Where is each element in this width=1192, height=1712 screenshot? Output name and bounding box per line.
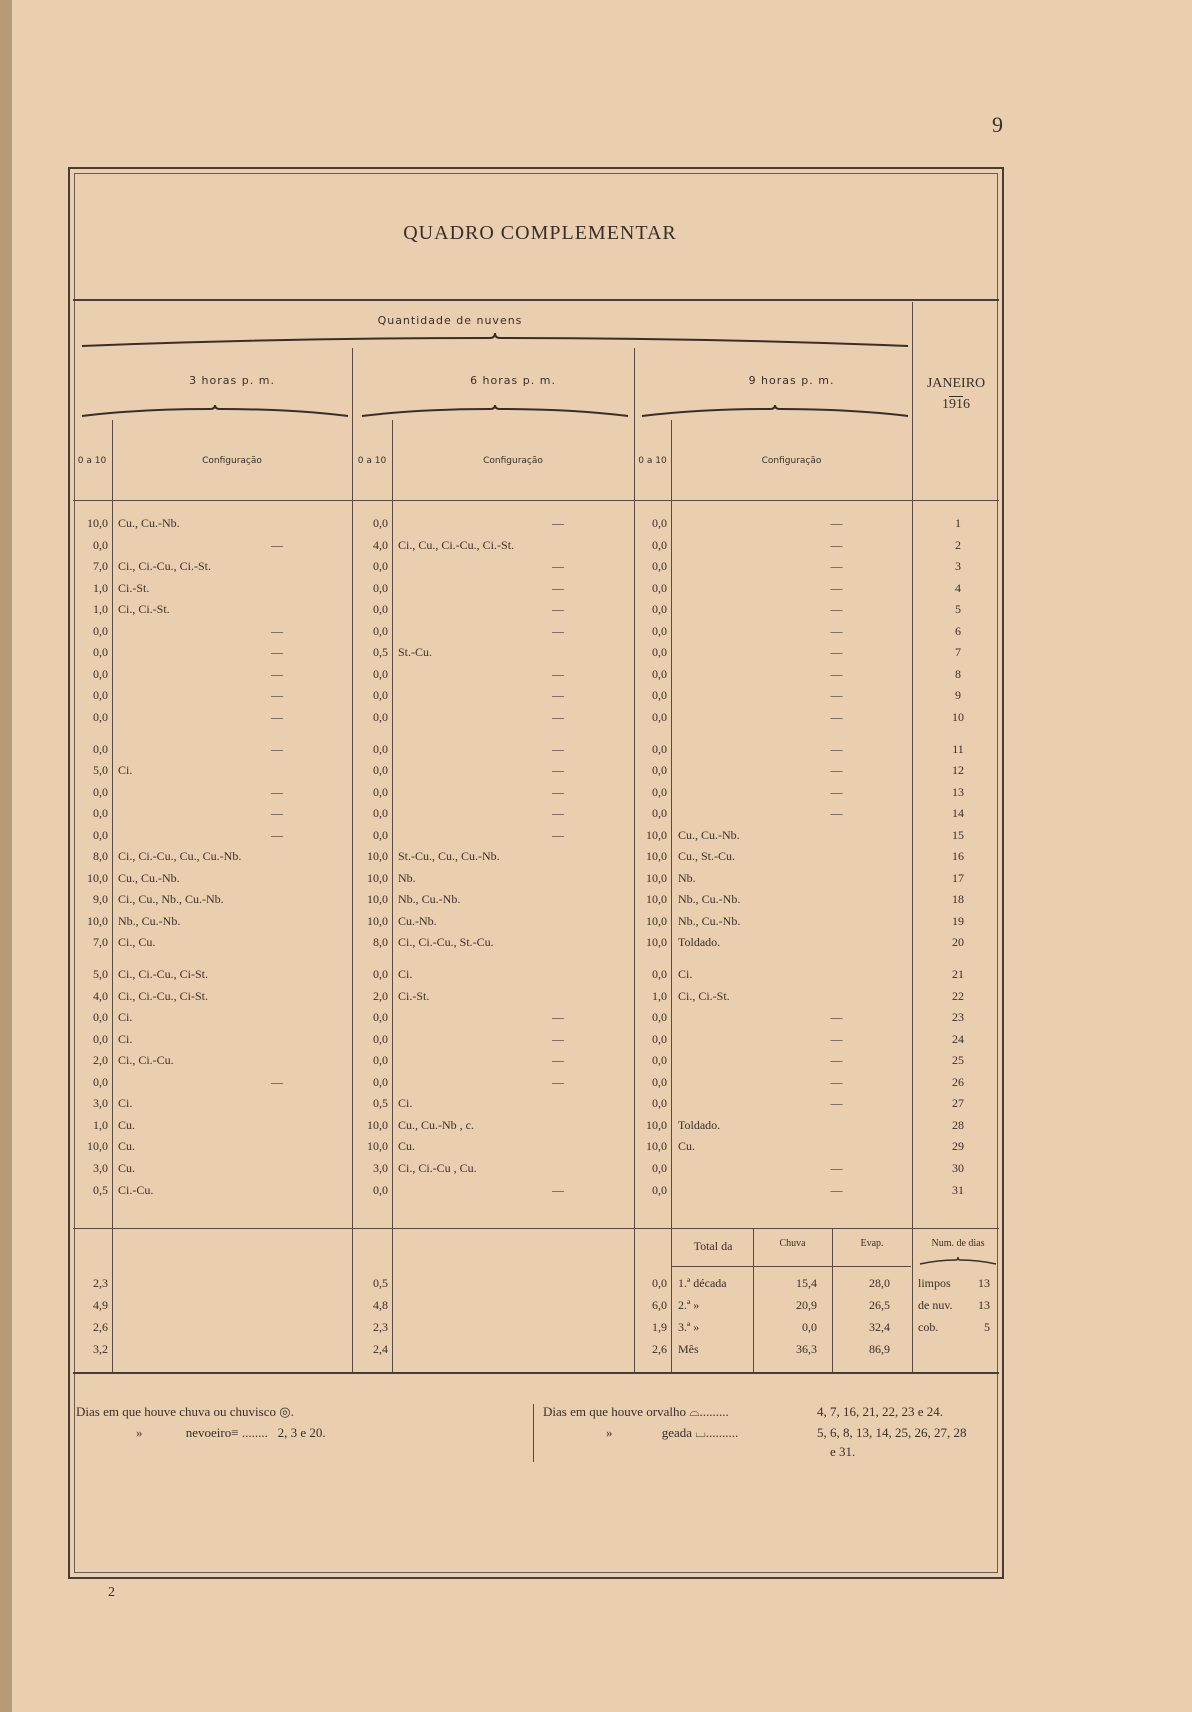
config-cell: Cu., Cu.-Nb. bbox=[118, 870, 180, 885]
config-cell: Nb., Cu.-Nb. bbox=[118, 913, 181, 928]
day-cell: 12 bbox=[952, 763, 964, 778]
amount-cell: 0,0 bbox=[373, 516, 388, 530]
group-brace bbox=[80, 332, 910, 348]
amount-cell: 0,0 bbox=[373, 623, 388, 638]
amount-cell: 5,0 bbox=[93, 763, 108, 778]
frost-days-value-1: 5, 6, 8, 13, 14, 25, 26, 27, 28 bbox=[817, 1425, 967, 1440]
day-cell: 17 bbox=[952, 870, 964, 885]
amount-cell: 10,0 bbox=[87, 870, 108, 885]
config-cell: — bbox=[830, 1053, 843, 1068]
header-amount-3pm: 0 a 10 bbox=[77, 456, 107, 466]
summary-period-cell: 3.ª » bbox=[678, 1320, 700, 1334]
day-cell: 2 bbox=[955, 537, 961, 552]
dew-symbol-icon: ⌓ bbox=[689, 1404, 700, 1419]
day-cell: 13 bbox=[952, 784, 964, 799]
config-cell: Cu. bbox=[118, 1139, 136, 1154]
header-config-3pm: Configuração bbox=[202, 456, 262, 466]
day-cell: 19 bbox=[952, 913, 964, 928]
amount-cell: 0,0 bbox=[652, 688, 667, 703]
config-cell: — bbox=[830, 602, 843, 617]
config-cell: — bbox=[552, 602, 564, 617]
config-cell: — bbox=[830, 559, 843, 574]
page-edge bbox=[0, 0, 12, 1712]
amount-cell: 10,0 bbox=[367, 913, 388, 928]
day-cell: 30 bbox=[952, 1160, 964, 1175]
day-cell: 8 bbox=[955, 666, 961, 681]
amount-cell: 0,5 bbox=[373, 1096, 388, 1111]
amount-cell: 10,0 bbox=[646, 935, 667, 950]
day-cell: 5 bbox=[955, 602, 961, 617]
config-cell: — bbox=[271, 709, 283, 724]
config-cell: Cu. bbox=[118, 1160, 136, 1175]
config-cell: — bbox=[552, 806, 564, 821]
summary-evap-cell: 86,9 bbox=[869, 1342, 890, 1356]
summary-evap-cell: 28,0 bbox=[869, 1276, 890, 1290]
config-cell: — bbox=[271, 827, 283, 842]
time-braces bbox=[80, 404, 910, 418]
amount-cell: 0,0 bbox=[373, 741, 388, 756]
config-cell: Nb. bbox=[398, 870, 416, 885]
config-cell: Cu., St.-Cu. bbox=[678, 849, 736, 864]
config-cell: — bbox=[552, 580, 564, 595]
config-cell: — bbox=[830, 1096, 843, 1111]
summary-days-label-cell: limpos bbox=[918, 1276, 951, 1290]
config-cell: Cu., Cu.-Nb. bbox=[678, 827, 740, 842]
amount-cell: 10,0 bbox=[646, 1117, 667, 1132]
frost-prefix: » bbox=[606, 1425, 613, 1440]
config-cell: — bbox=[830, 645, 843, 660]
config-cell: Cu. bbox=[118, 1117, 136, 1132]
config-cell: Ci., Ci.-Cu. bbox=[118, 1053, 174, 1068]
amount-cell: 4,0 bbox=[93, 988, 108, 1003]
amount-cell: 0,0 bbox=[652, 1160, 667, 1175]
day-cell: 29 bbox=[952, 1139, 964, 1154]
page-title: QUADRO COMPLEMENTAR bbox=[403, 222, 677, 244]
day-cell: 1 bbox=[955, 516, 961, 530]
summary-days-label-cell: cob. bbox=[918, 1320, 939, 1334]
header-6pm: 6 horas p. m. bbox=[470, 374, 556, 387]
col-divider-a3 bbox=[112, 420, 113, 1372]
day-cell: 23 bbox=[952, 1010, 964, 1025]
header-amount-9pm: 0 a 10 bbox=[638, 456, 667, 466]
page-number-bottom: 2 bbox=[108, 1585, 115, 1600]
fog-days-value: 2, 3 e 20. bbox=[277, 1425, 326, 1440]
amount-cell: 0,0 bbox=[652, 1096, 667, 1111]
summary-a9-cell: 2,6 bbox=[652, 1342, 667, 1356]
summary-evap-cell: 26,5 bbox=[869, 1298, 890, 1312]
amount-cell: 0,0 bbox=[652, 784, 667, 799]
amount-cell: 0,0 bbox=[373, 1074, 388, 1089]
config-cell: Ci., Cu., Nb., Cu.-Nb. bbox=[118, 892, 224, 907]
config-cell: — bbox=[552, 1010, 564, 1025]
amount-cell: 0,0 bbox=[652, 709, 667, 724]
amount-cell: 0,0 bbox=[652, 666, 667, 681]
config-cell: — bbox=[830, 741, 843, 756]
summary-rain-cell: 20,9 bbox=[796, 1298, 817, 1312]
day-cell: 26 bbox=[952, 1074, 964, 1089]
amount-cell: 0,0 bbox=[93, 688, 108, 703]
summary-a6-cell: 2,3 bbox=[373, 1320, 388, 1334]
day-cell: 6 bbox=[955, 623, 961, 638]
summary-divider bbox=[73, 1228, 999, 1229]
config-cell: — bbox=[271, 688, 283, 703]
header-config-9pm: Configuração bbox=[761, 456, 822, 466]
fog-prefix: » bbox=[136, 1425, 143, 1440]
config-cell: — bbox=[552, 1053, 564, 1068]
amount-cell: 0,0 bbox=[373, 1182, 388, 1197]
config-cell: Ci.-St. bbox=[118, 580, 150, 595]
day-cell: 25 bbox=[952, 1053, 964, 1068]
month-header bbox=[916, 376, 996, 413]
config-cell: — bbox=[271, 645, 283, 660]
day-cell: 20 bbox=[952, 935, 964, 950]
col-divider-a9 bbox=[671, 420, 672, 1372]
amount-cell: 8,0 bbox=[373, 935, 388, 950]
amount-cell: 8,0 bbox=[93, 849, 108, 864]
amount-cell: 10,0 bbox=[367, 870, 388, 885]
amount-cell: 0,0 bbox=[373, 602, 388, 617]
frost-days-value-2: e 31. bbox=[830, 1444, 856, 1459]
day-cell: 10 bbox=[952, 709, 964, 724]
amount-cell: 0,0 bbox=[93, 1031, 108, 1046]
config-cell: — bbox=[552, 623, 564, 638]
config-cell: St.-Cu., Cu., Cu.-Nb. bbox=[398, 849, 500, 864]
config-cell: — bbox=[552, 688, 564, 703]
config-cell: — bbox=[552, 666, 564, 681]
day-cell: 9 bbox=[955, 688, 961, 703]
amount-cell: 0,0 bbox=[93, 645, 108, 660]
amount-cell: 0,0 bbox=[93, 666, 108, 681]
summary-a9-cell: 0,0 bbox=[652, 1276, 667, 1290]
config-cell: — bbox=[830, 623, 843, 638]
amount-cell: 1,0 bbox=[93, 602, 108, 617]
frost-days-line: » geada ⌴.......... bbox=[606, 1425, 739, 1440]
amount-cell: 10,0 bbox=[646, 892, 667, 907]
amount-cell: 0,0 bbox=[93, 709, 108, 724]
config-cell: Nb., Cu.-Nb. bbox=[398, 892, 461, 907]
config-cell: — bbox=[552, 516, 564, 530]
amount-cell: 0,0 bbox=[652, 645, 667, 660]
config-cell: — bbox=[830, 688, 843, 703]
frost-symbol-icon: ⌴ bbox=[695, 1425, 706, 1440]
summary-days-cell: 13 bbox=[978, 1276, 990, 1290]
amount-cell: 0,0 bbox=[93, 537, 108, 552]
config-cell: Toldado. bbox=[678, 1117, 721, 1132]
rain-symbol-icon: ◎ bbox=[279, 1404, 291, 1419]
config-cell: Toldado. bbox=[678, 935, 721, 950]
summary-a6-cell: 2,4 bbox=[373, 1342, 388, 1356]
summary-days-cell: 5 bbox=[984, 1320, 990, 1334]
amount-cell: 0,0 bbox=[93, 741, 108, 756]
config-cell: — bbox=[552, 1031, 564, 1046]
amount-cell: 7,0 bbox=[93, 935, 108, 950]
config-cell: — bbox=[552, 741, 564, 756]
dew-days-value: 4, 7, 16, 21, 22, 23 e 24. bbox=[817, 1404, 944, 1419]
config-cell: Ci.-St. bbox=[398, 988, 430, 1003]
config-cell: — bbox=[271, 741, 283, 756]
config-cell: — bbox=[830, 516, 843, 530]
config-cell: Ci., Cu., Ci.-Cu., Ci.-St. bbox=[398, 537, 515, 552]
amount-cell: 0,0 bbox=[93, 827, 108, 842]
config-cell: Ci. bbox=[678, 967, 693, 981]
amount-cell: 2,0 bbox=[93, 1053, 108, 1068]
fog-days-line: » nevoeiro≡ ........ 2, 3 e 20. bbox=[136, 1425, 326, 1440]
amount-cell: 0,0 bbox=[373, 1031, 388, 1046]
dew-days-line: Dias em que houve orvalho ⌓......... bbox=[543, 1404, 729, 1419]
config-cell: — bbox=[552, 827, 564, 842]
amount-cell: 0,0 bbox=[373, 827, 388, 842]
summary-evap-cell: 32,4 bbox=[869, 1320, 890, 1334]
summary-a6-cell: 0,5 bbox=[373, 1276, 388, 1290]
amount-cell: 0,0 bbox=[652, 516, 667, 530]
config-cell: — bbox=[830, 1160, 843, 1175]
config-cell: Ci., Ci.-Cu., Ci.-St. bbox=[118, 559, 212, 574]
fog-days-label: nevoeiro bbox=[185, 1425, 232, 1440]
amount-cell: 3,0 bbox=[93, 1096, 108, 1111]
amount-cell: 0,0 bbox=[652, 1010, 667, 1025]
amount-cell: 9,0 bbox=[93, 892, 108, 907]
config-cell: Cu., Cu.-Nb. bbox=[118, 516, 180, 530]
config-cell: Ci. bbox=[118, 1010, 133, 1025]
config-cell: — bbox=[552, 1074, 564, 1089]
config-cell: — bbox=[830, 763, 843, 778]
config-cell: Cu. bbox=[678, 1139, 696, 1154]
rain-days-label: Dias em que houve chuva ou chuvisco bbox=[76, 1404, 277, 1419]
year-label: 1916 bbox=[942, 397, 970, 412]
config-cell: — bbox=[552, 763, 564, 778]
amount-cell: 10,0 bbox=[646, 870, 667, 885]
fog-symbol-icon: ≡ bbox=[231, 1425, 239, 1440]
amount-cell: 0,0 bbox=[373, 666, 388, 681]
amount-cell: 0,0 bbox=[373, 580, 388, 595]
amount-cell: 10,0 bbox=[87, 913, 108, 928]
summary-rain-cell: 36,3 bbox=[796, 1342, 817, 1356]
config-cell: Ci. bbox=[398, 1096, 413, 1111]
amount-cell: 10,0 bbox=[646, 827, 667, 842]
amount-cell: 2,0 bbox=[373, 988, 388, 1003]
frost-days-label: geada bbox=[661, 1425, 693, 1440]
header-config-6pm: Configuração bbox=[483, 456, 543, 466]
amount-cell: 10,0 bbox=[367, 849, 388, 864]
amount-cell: 0,0 bbox=[652, 602, 667, 617]
config-cell: — bbox=[271, 806, 283, 821]
summary-a6-cell: 4,8 bbox=[373, 1298, 388, 1312]
config-cell: — bbox=[271, 784, 283, 799]
config-cell: Ci., Ci.-St. bbox=[118, 602, 170, 617]
day-cell: 14 bbox=[952, 806, 964, 821]
amount-cell: 0,0 bbox=[373, 559, 388, 574]
summary-a9-cell: 6,0 bbox=[652, 1298, 667, 1312]
page-number: 9 bbox=[992, 112, 1003, 137]
config-cell: — bbox=[552, 1182, 564, 1197]
amount-cell: 0,0 bbox=[373, 967, 388, 981]
config-cell: — bbox=[830, 784, 843, 799]
amount-cell: 10,0 bbox=[87, 1139, 108, 1154]
summary-period-cell: 1.ª década bbox=[678, 1276, 727, 1290]
amount-cell: 0,0 bbox=[652, 1053, 667, 1068]
col-divider-a6 bbox=[392, 420, 393, 1372]
amount-cell: 5,0 bbox=[93, 967, 108, 981]
title-divider bbox=[73, 299, 999, 301]
amount-cell: 0,0 bbox=[652, 1182, 667, 1197]
amount-cell: 0,0 bbox=[373, 806, 388, 821]
rain-days-line bbox=[76, 1404, 294, 1420]
header-9pm: 9 horas p. m. bbox=[748, 374, 835, 387]
config-cell: Cu.-Nb. bbox=[398, 913, 437, 928]
amount-cell: 10,0 bbox=[367, 892, 388, 907]
amount-cell: 0,0 bbox=[373, 784, 388, 799]
summary-a3-cell: 2,6 bbox=[93, 1320, 108, 1334]
summary-a3-cell: 4,9 bbox=[93, 1298, 108, 1312]
amount-cell: 0,0 bbox=[652, 1074, 667, 1089]
amount-cell: 10,0 bbox=[367, 1117, 388, 1132]
amount-cell: 0,0 bbox=[652, 623, 667, 638]
config-cell: — bbox=[830, 580, 843, 595]
day-cell: 15 bbox=[952, 827, 964, 842]
summary-subheader-line bbox=[671, 1266, 911, 1267]
amount-cell: 0,0 bbox=[652, 806, 667, 821]
amount-cell: 0,0 bbox=[652, 1031, 667, 1046]
day-cell: 31 bbox=[952, 1182, 964, 1197]
config-cell: Ci. bbox=[118, 1096, 133, 1111]
amount-cell: 0,0 bbox=[373, 1053, 388, 1068]
summary-period-cell: 2.ª » bbox=[678, 1298, 700, 1312]
day-cell: 18 bbox=[952, 892, 964, 907]
config-cell: Ci., Ci.-Cu , Cu. bbox=[398, 1160, 477, 1175]
footer-divider bbox=[73, 1372, 999, 1374]
config-cell: Ci. bbox=[118, 763, 133, 778]
summary-a3-cell: 2,3 bbox=[93, 1276, 108, 1290]
config-cell: — bbox=[830, 1010, 843, 1025]
config-cell: Ci., Ci.-Cu., Cu., Cu.-Nb. bbox=[118, 849, 242, 864]
day-cell: 3 bbox=[955, 559, 961, 574]
amount-cell: 10,0 bbox=[646, 913, 667, 928]
amount-cell: 0,0 bbox=[93, 1010, 108, 1025]
amount-cell: 0,0 bbox=[93, 1074, 108, 1089]
config-cell: — bbox=[830, 666, 843, 681]
amount-cell: 0,0 bbox=[373, 763, 388, 778]
amount-cell: 0,0 bbox=[93, 806, 108, 821]
config-cell: Ci., Ci.-Cu., Ci-St. bbox=[118, 988, 209, 1003]
amount-cell: 10,0 bbox=[646, 1139, 667, 1154]
summary-period-cell: Mês bbox=[678, 1342, 699, 1356]
config-cell: Ci., Ci.-Cu., Ci-St. bbox=[118, 967, 209, 981]
amount-cell: 1,0 bbox=[652, 988, 667, 1003]
config-cell: Nb., Cu.-Nb. bbox=[678, 892, 741, 907]
config-cell: Cu. bbox=[398, 1139, 416, 1154]
amount-cell: 10,0 bbox=[646, 849, 667, 864]
day-cell: 22 bbox=[952, 988, 964, 1003]
config-cell: — bbox=[552, 784, 564, 799]
summary-days-cell: 13 bbox=[978, 1298, 990, 1312]
amount-cell: 3,0 bbox=[93, 1160, 108, 1175]
config-cell: — bbox=[830, 1182, 843, 1197]
day-cell: 28 bbox=[952, 1117, 964, 1132]
config-cell: Ci., Ci.-St. bbox=[678, 988, 730, 1003]
config-cell: — bbox=[271, 666, 283, 681]
header-divider bbox=[73, 500, 999, 501]
day-cell: 27 bbox=[952, 1096, 964, 1111]
group-header: Quantidade de nuvens bbox=[377, 314, 523, 327]
config-cell: Nb., Cu.-Nb. bbox=[678, 913, 741, 928]
rain-days-value: . bbox=[290, 1404, 294, 1419]
dew-days-label: Dias em que houve orvalho bbox=[543, 1404, 686, 1419]
config-cell: — bbox=[830, 806, 843, 821]
summary-total-label: Total da bbox=[693, 1239, 733, 1253]
config-cell: St.-Cu. bbox=[398, 645, 433, 660]
amount-cell: 10,0 bbox=[87, 516, 108, 530]
config-cell: Ci.-Cu. bbox=[118, 1182, 154, 1197]
amount-cell: 1,0 bbox=[93, 580, 108, 595]
amount-cell: 7,0 bbox=[93, 559, 108, 574]
day-cell: 16 bbox=[952, 849, 964, 864]
config-cell: Ci., Ci.-Cu., St.-Cu. bbox=[398, 935, 494, 950]
config-cell: — bbox=[552, 709, 564, 724]
day-cell: 4 bbox=[955, 580, 961, 595]
summary-days-label: Num. de dias bbox=[931, 1238, 985, 1249]
summary-a3-cell: 3,2 bbox=[93, 1342, 108, 1356]
header-3pm: 3 horas p. m. bbox=[189, 374, 275, 387]
config-cell: — bbox=[830, 537, 843, 552]
config-cell: Cu., Cu.-Nb , c. bbox=[398, 1117, 474, 1132]
config-cell: — bbox=[271, 537, 283, 552]
summary-evap-label: Evap. bbox=[860, 1238, 884, 1249]
summary-a9-cell: 1,9 bbox=[652, 1320, 667, 1334]
amount-cell: 0,0 bbox=[373, 688, 388, 703]
config-cell: Ci. bbox=[398, 967, 413, 981]
summary-rain-cell: 15,4 bbox=[796, 1276, 817, 1290]
amount-cell: 0,0 bbox=[652, 559, 667, 574]
summary-days-label-cell: de nuv. bbox=[918, 1298, 953, 1312]
day-cell: 24 bbox=[952, 1031, 964, 1046]
config-cell: — bbox=[830, 1031, 843, 1046]
amount-cell: 0,0 bbox=[652, 763, 667, 778]
month-label: JANEIRO bbox=[926, 376, 986, 391]
summary-rain-cell: 0,0 bbox=[802, 1320, 817, 1334]
config-cell: — bbox=[271, 1074, 283, 1089]
amount-cell: 0,0 bbox=[373, 709, 388, 724]
amount-cell: 0,0 bbox=[652, 580, 667, 595]
amount-cell: 0,0 bbox=[373, 1010, 388, 1025]
footer-divider-vertical bbox=[533, 1404, 534, 1462]
amount-cell: 0,5 bbox=[93, 1182, 108, 1197]
day-cell: 21 bbox=[952, 967, 964, 981]
amount-cell: 4,0 bbox=[373, 537, 388, 552]
config-cell: Ci. bbox=[118, 1031, 133, 1046]
days-brace bbox=[918, 1256, 998, 1266]
config-cell: — bbox=[830, 1074, 843, 1089]
amount-cell: 0,5 bbox=[373, 645, 388, 660]
amount-cell: 10,0 bbox=[367, 1139, 388, 1154]
amount-cell: 0,0 bbox=[652, 537, 667, 552]
config-cell: — bbox=[552, 559, 564, 574]
day-cell: 7 bbox=[955, 645, 961, 660]
header-amount-6pm: 0 a 10 bbox=[357, 456, 387, 466]
config-cell: — bbox=[830, 709, 843, 724]
amount-cell: 0,0 bbox=[93, 623, 108, 638]
amount-cell: 0,0 bbox=[93, 784, 108, 799]
day-cell: 11 bbox=[952, 741, 964, 756]
config-cell: Ci., Cu. bbox=[118, 935, 156, 950]
amount-cell: 3,0 bbox=[373, 1160, 388, 1175]
config-cell: Nb. bbox=[678, 870, 696, 885]
amount-cell: 0,0 bbox=[652, 967, 667, 981]
amount-cell: 1,0 bbox=[93, 1117, 108, 1132]
config-cell: — bbox=[271, 623, 283, 638]
summary-rain-label: Chuva bbox=[779, 1238, 806, 1249]
amount-cell: 0,0 bbox=[652, 741, 667, 756]
